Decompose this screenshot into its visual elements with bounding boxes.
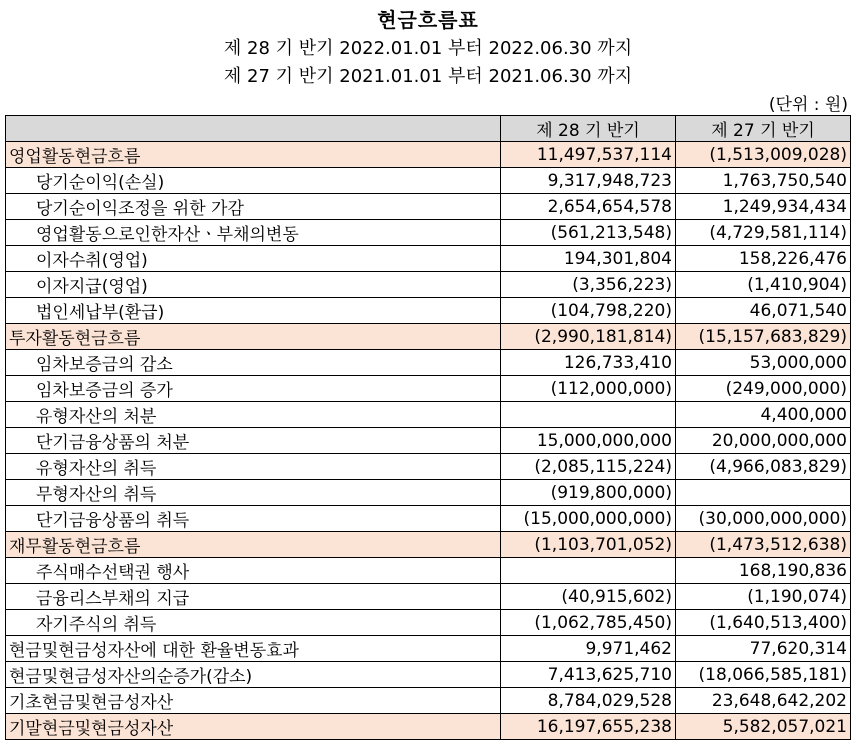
row-current-value: (104,798,220)	[501, 298, 676, 324]
row-label: 금융리스부채의 지급	[6, 584, 501, 610]
header-label-col	[6, 116, 501, 142]
row-label: 단기금융상품의 취득	[6, 506, 501, 532]
row-current-value: 126,733,410	[501, 350, 676, 376]
row-label: 기초현금및현금성자산	[6, 688, 501, 714]
table-row	[6, 168, 851, 194]
header-prior-period: 제 27 기 반기	[676, 116, 851, 142]
row-label: 유형자산의 처분	[6, 402, 501, 428]
row-label: 현금및현금성자산의순증가(감소)	[6, 662, 501, 688]
table-row	[6, 246, 851, 272]
row-current-value: (2,990,181,814)	[501, 324, 676, 350]
row-prior-value: 5,582,057,021	[676, 714, 851, 740]
row-current-value: 11,497,537,114	[501, 142, 676, 168]
row-prior-value: (30,000,000,000)	[676, 506, 851, 532]
row-label: 당기순이익(손실)	[6, 168, 501, 194]
table-body	[6, 142, 851, 740]
period-current: 제 28 기 반기 2022.01.01 부터 2022.06.30 까지	[223, 38, 633, 59]
row-prior-value: (1,513,009,028)	[676, 142, 851, 168]
table-row	[6, 220, 851, 246]
row-label: 단기금융상품의 처분	[6, 428, 501, 454]
table-row	[6, 532, 851, 558]
row-label: 당기순이익조정을 위한 가감	[6, 194, 501, 220]
table-row	[6, 558, 851, 584]
row-current-value: 8,784,029,528	[501, 688, 676, 714]
table-row	[6, 350, 851, 376]
row-prior-value: 77,620,314	[676, 636, 851, 662]
row-current-value: 194,301,804	[501, 246, 676, 272]
row-prior-value	[676, 480, 851, 506]
row-label: 유형자산의 취득	[6, 454, 501, 480]
row-prior-value: (1,410,904)	[676, 272, 851, 298]
table-row	[6, 688, 851, 714]
row-label: 무형자산의 취득	[6, 480, 501, 506]
row-prior-value: (4,729,581,114)	[676, 220, 851, 246]
row-current-value: (919,800,000)	[501, 480, 676, 506]
row-current-value	[501, 402, 676, 428]
row-label: 기말현금및현금성자산	[6, 714, 501, 740]
row-current-value: (40,915,602)	[501, 584, 676, 610]
cash-flow-table	[5, 115, 851, 740]
row-current-value	[501, 558, 676, 584]
row-prior-value: 46,071,540	[676, 298, 851, 324]
row-label: 재무활동현금흐름	[6, 532, 501, 558]
row-current-value: (2,085,115,224)	[501, 454, 676, 480]
row-prior-value: 20,000,000,000	[676, 428, 851, 454]
table-row	[6, 662, 851, 688]
row-prior-value: (1,473,512,638)	[676, 532, 851, 558]
period-prior: 제 27 기 반기 2021.01.01 부터 2021.06.30 까지	[223, 66, 633, 87]
table-row	[6, 402, 851, 428]
row-current-value: 15,000,000,000	[501, 428, 676, 454]
row-label: 이자수취(영업)	[6, 246, 501, 272]
row-label: 임차보증금의 증가	[6, 376, 501, 402]
row-current-value: 2,654,654,578	[501, 194, 676, 220]
row-current-value: (3,356,223)	[501, 272, 676, 298]
table-row	[6, 610, 851, 636]
table-row	[6, 376, 851, 402]
table-header-row	[6, 116, 851, 142]
row-prior-value: 23,648,642,202	[676, 688, 851, 714]
row-current-value: (15,000,000,000)	[501, 506, 676, 532]
row-prior-value: (1,190,074)	[676, 584, 851, 610]
row-current-value: (1,062,785,450)	[501, 610, 676, 636]
unit-label: (단위 : 원)	[768, 95, 848, 115]
table-row	[6, 194, 851, 220]
row-label: 영업활동현금흐름	[6, 142, 501, 168]
table-row	[6, 506, 851, 532]
table-row	[6, 324, 851, 350]
row-prior-value: (4,966,083,829)	[676, 454, 851, 480]
row-prior-value: (15,157,683,829)	[676, 324, 851, 350]
table-row	[6, 480, 851, 506]
table-row	[6, 428, 851, 454]
row-prior-value: 1,763,750,540	[676, 168, 851, 194]
row-current-value: (1,103,701,052)	[501, 532, 676, 558]
row-current-value: (112,000,000)	[501, 376, 676, 402]
table-row	[6, 714, 851, 740]
row-prior-value: 4,400,000	[676, 402, 851, 428]
table-row	[6, 454, 851, 480]
row-label: 주식매수선택권 행사	[6, 558, 501, 584]
row-label: 영업활동으로인한자산ㆍ부채의변동	[6, 220, 501, 246]
table-row	[6, 298, 851, 324]
header-current-period: 제 28 기 반기	[501, 116, 676, 142]
row-current-value: 9,317,948,723	[501, 168, 676, 194]
table-row	[6, 272, 851, 298]
row-current-value: 16,197,655,238	[501, 714, 676, 740]
table-row	[6, 584, 851, 610]
row-prior-value: 168,190,836	[676, 558, 851, 584]
row-prior-value: (18,066,585,181)	[676, 662, 851, 688]
row-prior-value: 158,226,476	[676, 246, 851, 272]
row-label: 투자활동현금흐름	[6, 324, 501, 350]
row-label: 임차보증금의 감소	[6, 350, 501, 376]
row-label: 이자지급(영업)	[6, 272, 501, 298]
row-prior-value: 1,249,934,434	[676, 194, 851, 220]
statement-title: 현금흐름표	[377, 8, 479, 32]
row-current-value: 7,413,625,710	[501, 662, 676, 688]
table-row	[6, 636, 851, 662]
row-prior-value: (249,000,000)	[676, 376, 851, 402]
row-label: 현금및현금성자산에 대한 환율변동효과	[6, 636, 501, 662]
row-prior-value: (1,640,513,400)	[676, 610, 851, 636]
row-current-value: 9,971,462	[501, 636, 676, 662]
row-label: 법인세납부(환급)	[6, 298, 501, 324]
table-row	[6, 142, 851, 168]
row-current-value: (561,213,548)	[501, 220, 676, 246]
row-label: 자기주식의 취득	[6, 610, 501, 636]
row-prior-value: 53,000,000	[676, 350, 851, 376]
